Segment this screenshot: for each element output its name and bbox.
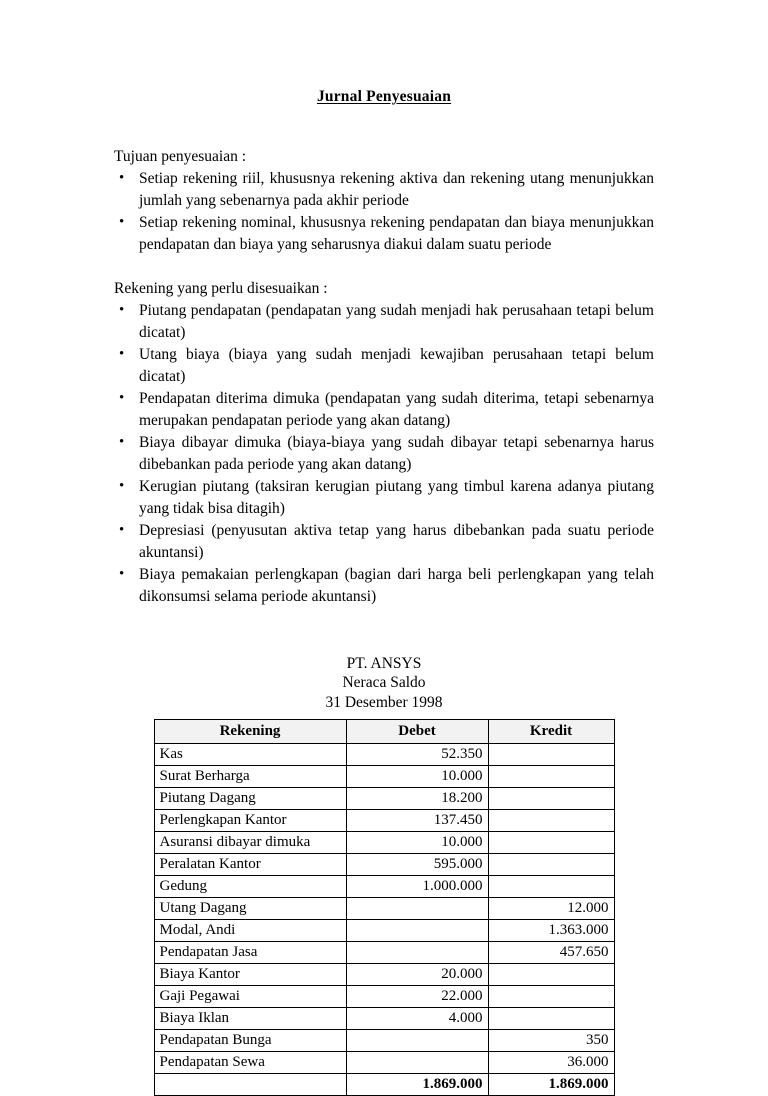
column-header-rekening: Rekening — [154, 720, 346, 744]
column-header-debet: Debet — [346, 720, 488, 744]
cell-credit: 350 — [488, 1030, 614, 1052]
cell-debit — [346, 920, 488, 942]
table-row — [154, 898, 614, 920]
table-row — [154, 744, 614, 766]
statement-date: 31 Desember 1998 — [325, 693, 443, 711]
page-title — [0, 0, 768, 106]
cell-debit: 20.000 — [346, 964, 488, 986]
table-row — [154, 810, 614, 832]
table-body — [154, 744, 614, 1096]
cell-credit — [488, 854, 614, 876]
cell-debit: 595.000 — [346, 854, 488, 876]
cell-account: Utang Dagang — [154, 898, 346, 920]
table-row — [154, 788, 614, 810]
cell-account: Pendapatan Jasa — [154, 942, 346, 964]
section-tujuan-penyesuaian — [114, 146, 654, 256]
table-row — [154, 1008, 614, 1030]
rekening-bullet-list — [114, 300, 654, 608]
table-row — [154, 964, 614, 986]
cell-credit — [488, 810, 614, 832]
list-item: • Biaya dibayar dimuka (biaya-biaya yang sudah dibayar tetapi sebenarnya harus dibebankan pada periode yang akan datang) — [114, 432, 654, 476]
document-body — [114, 146, 654, 1096]
page-title-text: Jurnal Penyesuaian — [316, 88, 452, 105]
trial-balance-heading — [114, 654, 654, 712]
table-row — [154, 986, 614, 1008]
trial-balance-table-wrap — [114, 719, 654, 1096]
cell-debit: 1.000.000 — [346, 876, 488, 898]
table-total-row — [154, 1074, 614, 1096]
cell-account: Modal, Andi — [154, 920, 346, 942]
cell-account: Biaya Iklan — [154, 1008, 346, 1030]
cell-account: Surat Berharga — [154, 766, 346, 788]
table-row — [154, 920, 614, 942]
cell-credit: 1.869.000 — [488, 1074, 614, 1096]
cell-account: Biaya Kantor — [154, 964, 346, 986]
list-item: • Setiap rekening nominal, khususnya rekening pendapatan dan biaya menunjukkan pendapatan dan biaya yang seharusnya diakui dalam suatu periode — [114, 212, 654, 256]
cell-account: Pendapatan Bunga — [154, 1030, 346, 1052]
cell-credit — [488, 1008, 614, 1030]
cell-debit — [346, 1030, 488, 1052]
cell-account: Pendapatan Sewa — [154, 1052, 346, 1074]
cell-credit — [488, 964, 614, 986]
list-item: • Pendapatan diterima dimuka (pendapatan yang sudah diterima, tetapi sebenarnya merupakan pendapatan periode yang akan datang) — [114, 388, 654, 432]
list-item: • Piutang pendapatan (pendapatan yang sudah menjadi hak perusahaan tetapi belum dicatat) — [114, 300, 654, 344]
cell-account: Gaji Pegawai — [154, 986, 346, 1008]
table-row — [154, 1030, 614, 1052]
cell-debit: 4.000 — [346, 1008, 488, 1030]
cell-account: Asuransi dibayar dimuka — [154, 832, 346, 854]
table-header-row — [154, 720, 614, 744]
list-item: • Biaya pemakaian perlengkapan (bagian dari harga beli perlengkapan yang telah dikonsumsi selama periode akuntansi) — [114, 564, 654, 608]
cell-credit: 457.650 — [488, 942, 614, 964]
table-row — [154, 1052, 614, 1074]
cell-debit: 137.450 — [346, 810, 488, 832]
cell-debit: 22.000 — [346, 986, 488, 1008]
cell-account — [154, 1074, 346, 1096]
cell-credit: 1.363.000 — [488, 920, 614, 942]
list-item: • Kerugian piutang (taksiran kerugian piutang yang timbul karena adanya piutang yang tidak bisa ditagih) — [114, 476, 654, 520]
list-item: • Utang biaya (biaya yang sudah menjadi kewajiban perusahaan tetapi belum dicatat) — [114, 344, 654, 388]
tujuan-bullet-list — [114, 168, 654, 256]
cell-credit — [488, 744, 614, 766]
table-row — [154, 832, 614, 854]
company-name: PT. ANSYS — [346, 655, 422, 672]
cell-debit: 18.200 — [346, 788, 488, 810]
cell-debit: 10.000 — [346, 766, 488, 788]
cell-credit — [488, 876, 614, 898]
table-row — [154, 942, 614, 964]
table-row — [154, 766, 614, 788]
section-lead: Rekening yang perlu disesuaikan : — [114, 280, 328, 297]
table-header — [154, 720, 614, 744]
cell-debit: 10.000 — [346, 832, 488, 854]
column-header-kredit: Kredit — [488, 720, 614, 744]
cell-debit: 1.869.000 — [346, 1074, 488, 1096]
cell-debit — [346, 1052, 488, 1074]
table-row — [154, 876, 614, 898]
section-lead: Tujuan penyesuaian : — [114, 148, 247, 165]
cell-account: Peralatan Kantor — [154, 854, 346, 876]
list-item: • Setiap rekening riil, khususnya rekening aktiva dan rekening utang menunjukkan jumlah yang sebenarnya pada akhir periode — [114, 168, 654, 212]
cell-debit — [346, 942, 488, 964]
cell-credit: 36.000 — [488, 1052, 614, 1074]
cell-debit: 52.350 — [346, 744, 488, 766]
statement-name: Neraca Saldo — [342, 674, 426, 692]
cell-account: Perlengkapan Kantor — [154, 810, 346, 832]
cell-account: Gedung — [154, 876, 346, 898]
cell-credit — [488, 986, 614, 1008]
table-row — [154, 854, 614, 876]
cell-credit: 12.000 — [488, 898, 614, 920]
cell-credit — [488, 766, 614, 788]
trial-balance-table — [154, 719, 615, 1096]
cell-credit — [488, 788, 614, 810]
cell-account: Piutang Dagang — [154, 788, 346, 810]
cell-debit — [346, 898, 488, 920]
list-item: • Depresiasi (penyusutan aktiva tetap yang harus dibebankan pada suatu periode akuntansi) — [114, 520, 654, 564]
section-rekening-disesuaikan — [114, 278, 654, 608]
cell-credit — [488, 832, 614, 854]
cell-account: Kas — [154, 744, 346, 766]
